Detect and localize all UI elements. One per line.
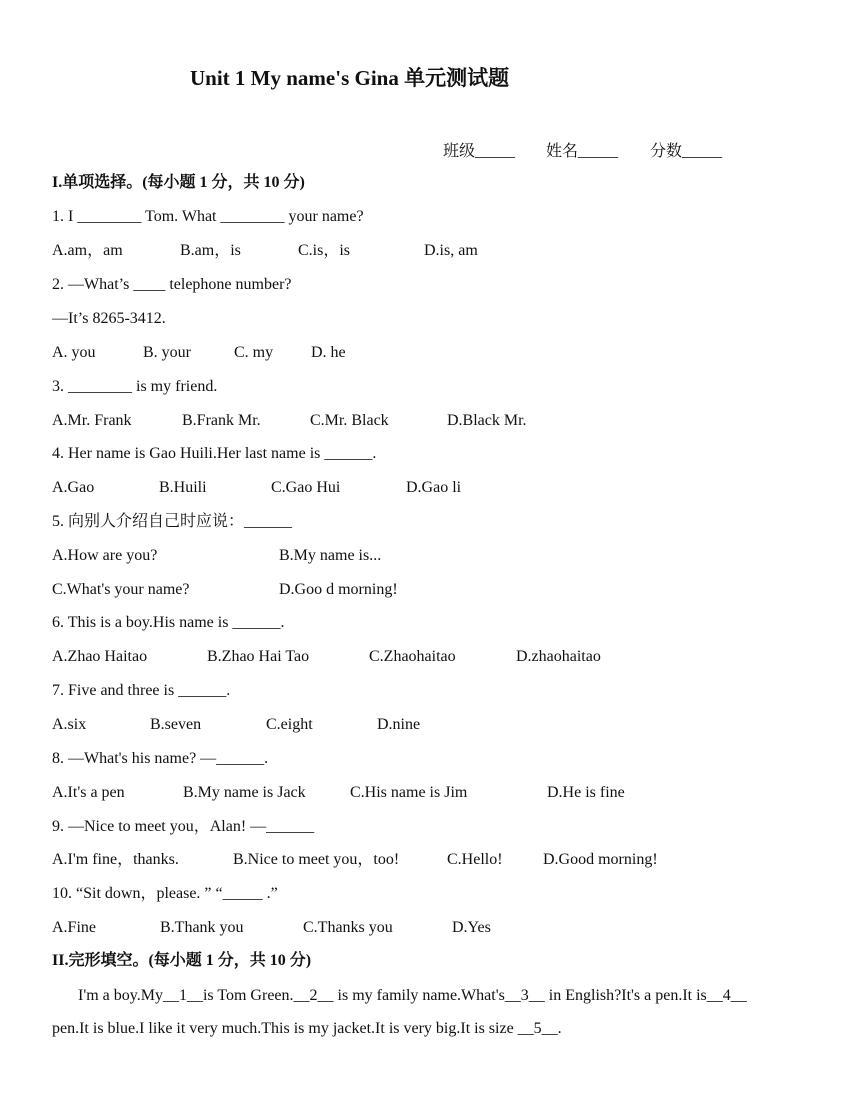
question-5-option-c: C.What's your name? [52,581,190,598]
question-9-option-d: D.Good morning! [543,851,658,868]
question-6-option-a: A.Zhao Haitao [52,648,148,665]
question-7-option-a: A.six [52,716,87,733]
question-9-stem: 9. —Nice to meet you，Alan! —______ [52,818,315,835]
section1-heading: I.单项选择。(每小题 1 分，共 10 分) [52,174,305,191]
cloze-paragraph-line-2: pen.It is blue.I like it very much.This is my jacket.It is very big.It is size __5__. [52,1020,562,1037]
question-8-option-b: B.My name is Jack [183,784,306,801]
question-7-stem: 7. Five and three is ______. [52,682,231,699]
question-10-option-d: D.Yes [452,919,491,936]
page-title: Unit 1 My name's Gina 单元测试题 [190,66,510,90]
section2-heading: II.完形填空。(每小题 1 分，共 10 分) [52,952,312,969]
question-5-option-d: D.Goo d morning! [279,581,398,598]
question-8-option-d: D.He is fine [547,784,625,801]
question-3-option-b: B.Frank Mr. [182,412,261,429]
question-2-option-a: A. you [52,344,96,361]
question-1-stem: 1. I ________ Tom. What ________ your name? [52,208,364,225]
question-5-option-b: B.My name is... [279,547,382,564]
question-6-option-c: C.Zhaohaitao [369,648,456,665]
question-2-stem: 2. —What’s ____ telephone number? [52,276,292,293]
question-9-option-a: A.I'm fine，thanks. [52,851,179,868]
question-6-option-b: B.Zhao Hai Tao [207,648,310,665]
question-8-option-a: A.It's a pen [52,784,125,801]
question-8-option-c: C.His name is Jim [350,784,468,801]
question-10-option-b: B.Thank you [160,919,244,936]
question-2-option-b: B. your [143,344,191,361]
question-7-option-c: C.eight [266,716,313,733]
question-10-stem: 10. “Sit down，please. ” “_____ .” [52,885,278,902]
cloze-paragraph-line-1: I'm a boy.My__1__is Tom Green.__2__ is my family name.What's__3__ in English?It's a pen.It is__4__ [78,987,747,1004]
question-9-option-c: C.Hello! [447,851,503,868]
question-1-option-a: A.am，am [52,242,123,259]
question-4-option-d: D.Gao li [406,479,462,496]
name-field: 姓名_____ [546,143,619,160]
score-field: 分数_____ [650,143,723,160]
question-10-option-c: C.Thanks you [303,919,393,936]
question-4-option-a: A.Gao [52,479,95,496]
question-3-stem: 3. ________ is my friend. [52,378,218,395]
question-4-option-c: C.Gao Hui [271,479,341,496]
question-1-option-b: B.am，is [180,242,241,259]
question-8-stem: 8. —What's his name? —______. [52,750,269,767]
question-10-option-a: A.Fine [52,919,96,936]
question-7-option-d: D.nine [377,716,421,733]
question-2-answer-line: —It’s 8265-3412. [52,310,166,327]
question-3-option-d: D.Black Mr. [447,412,527,429]
question-1-option-c: C.is，is [298,242,351,259]
question-2-option-c: C. my [234,344,274,361]
question-4-option-b: B.Huili [159,479,207,496]
question-5-option-a: A.How are you? [52,547,158,564]
question-6-option-d: D.zhaohaitao [516,648,601,665]
question-3-option-c: C.Mr. Black [310,412,389,429]
question-2-option-d: D. he [311,344,346,361]
question-6-stem: 6. This is a boy.His name is ______. [52,614,285,631]
question-3-option-a: A.Mr. Frank [52,412,132,429]
class-field: 班级_____ [443,143,516,160]
question-1-option-d: D.is, am [424,242,478,259]
question-5-stem: 5. 向别人介绍自己时应说：______ [52,513,293,530]
question-9-option-b: B.Nice to meet you，too! [233,851,400,868]
question-4-stem: 4. Her name is Gao Huili.Her last name is ______. [52,445,377,462]
question-7-option-b: B.seven [150,716,202,733]
